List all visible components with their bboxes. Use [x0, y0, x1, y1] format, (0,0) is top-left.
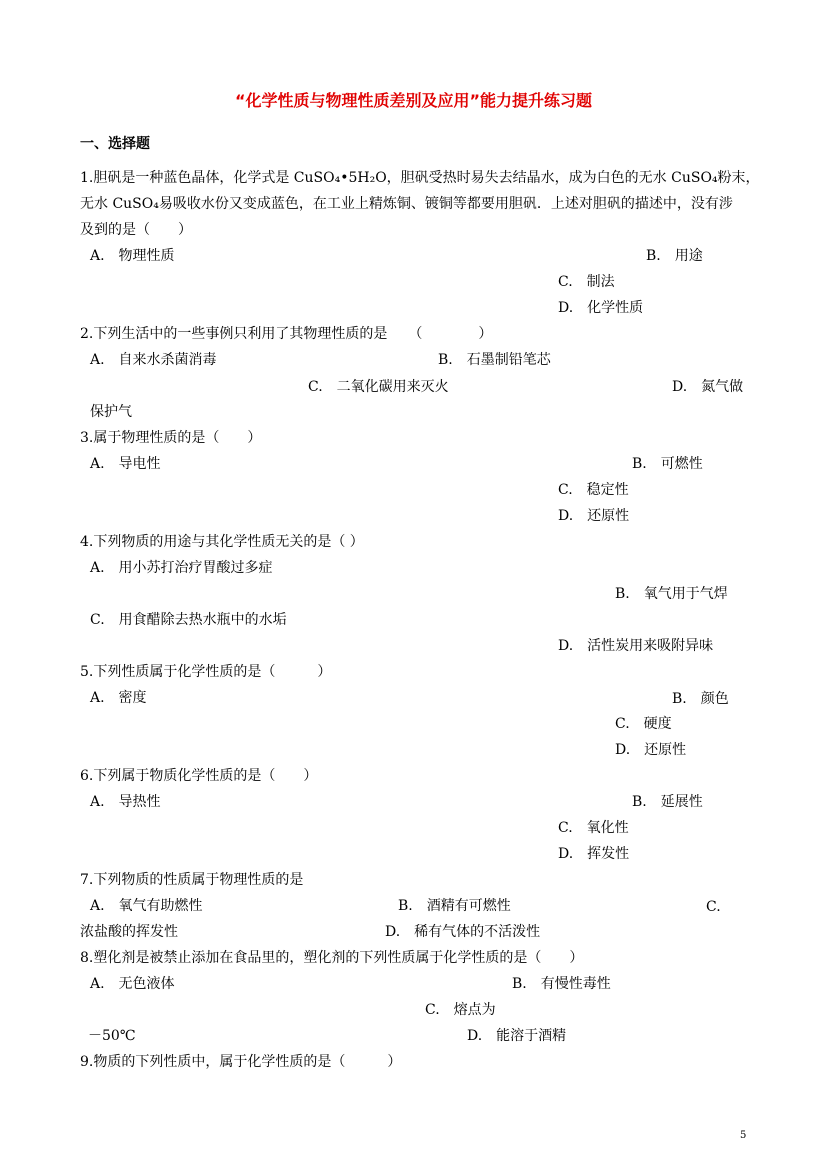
question-1-line-3: 及到的是（ ）: [80, 222, 192, 238]
question-6-option-c: C. 氧化性: [558, 820, 629, 836]
question-3-stem: 3.属于物理性质的是（ ）: [80, 430, 262, 446]
question-7-stem: 7.下列物质的性质属于物理性质的是: [80, 872, 304, 888]
question-7-option-c-continued: 浓盐酸的挥发性: [80, 924, 178, 940]
question-8-option-c: C. 熔点为: [425, 1002, 496, 1018]
question-1-option-c: C. 制法: [558, 274, 615, 290]
question-4-option-c: C. 用食醋除去热水瓶中的水垢: [90, 612, 287, 628]
question-2-option-d-continued: 保护气: [90, 404, 132, 420]
question-7-option-d: D. 稀有气体的不活泼性: [385, 924, 541, 940]
section-heading: 一、选择题: [80, 136, 150, 152]
question-8-stem: 8.塑化剂是被禁止添加在食品里的，塑化剂的下列性质属于化学性质的是（ ）: [80, 950, 584, 966]
question-8-option-a: A. 无色液体: [90, 976, 175, 992]
question-4-option-a: A. 用小苏打治疗胃酸过多症: [90, 560, 273, 576]
question-1-option-d: D. 化学性质: [558, 300, 644, 316]
question-1-line-1: 1.胆矾是一种蓝色晶体，化学式是 CuSO₄•5H₂O，胆矾受热时易失去结晶水，成为白色的无水 CuSO₄粉末，: [80, 170, 760, 186]
question-2-option-b: B. 石墨制铅笔芯: [438, 352, 551, 368]
question-2-option-a: A. 自来水杀菌消毒: [90, 352, 217, 368]
question-5-stem: 5.下列性质属于化学性质的是（ ）: [80, 664, 332, 680]
question-8-option-d: D. 能溶于酒精: [467, 1028, 567, 1044]
question-6-option-a: A. 导热性: [90, 794, 161, 810]
question-6-option-d: D. 挥发性: [558, 846, 630, 862]
question-7-option-b: B. 酒精有可燃性: [398, 898, 511, 914]
question-2-option-d: D. 氮气做: [672, 379, 744, 395]
question-3-option-b: B. 可燃性: [632, 456, 703, 472]
question-6-option-b: B. 延展性: [632, 794, 703, 810]
question-5-option-b: B. 颜色: [672, 691, 729, 707]
question-2-option-c: C. 二氧化碳用来灭火: [308, 379, 449, 395]
question-4-option-d: D. 活性炭用来吸附异味: [558, 638, 714, 654]
question-8-option-c-continued: －50℃: [88, 1028, 136, 1044]
question-3-option-a: A. 导电性: [90, 456, 161, 472]
page-number: 5: [740, 1130, 747, 1141]
question-6-stem: 6.下列属于物质化学性质的是（ ）: [80, 768, 318, 784]
question-7-option-a: A. 氧气有助燃性: [90, 898, 203, 914]
question-1-option-a: A. 物理性质: [90, 248, 175, 264]
question-8-option-b: B. 有慢性毒性: [512, 976, 611, 992]
question-4-option-b: B. 氧气用于气焊: [615, 586, 728, 602]
question-7-option-c: C.: [706, 899, 721, 915]
question-5-option-d: D. 还原性: [615, 742, 687, 758]
question-3-option-c: C. 稳定性: [558, 482, 629, 498]
question-3-option-d: D. 还原性: [558, 508, 630, 524]
document-title: “化学性质与物理性质差别及应用”能力提升练习题: [234, 91, 593, 110]
question-1-line-2: 无水 CuSO₄易吸收水份又变成蓝色，在工业上精炼铜、镀铜等都要用胆矾．上述对胆矾的描述中，没有涉: [80, 196, 733, 212]
question-2-stem: 2.下列生活中的一些事例只利用了其物理性质的是 （ ）: [80, 326, 493, 342]
question-4-stem: 4.下列物质的用途与其化学性质无关的是（ ）: [80, 534, 364, 550]
question-9-stem: 9.物质的下列性质中，属于化学性质的是（ ）: [80, 1054, 402, 1070]
question-5-option-a: A. 密度: [90, 690, 147, 706]
question-1-option-b: B. 用途: [646, 248, 703, 264]
question-5-option-c: C. 硬度: [615, 716, 672, 732]
